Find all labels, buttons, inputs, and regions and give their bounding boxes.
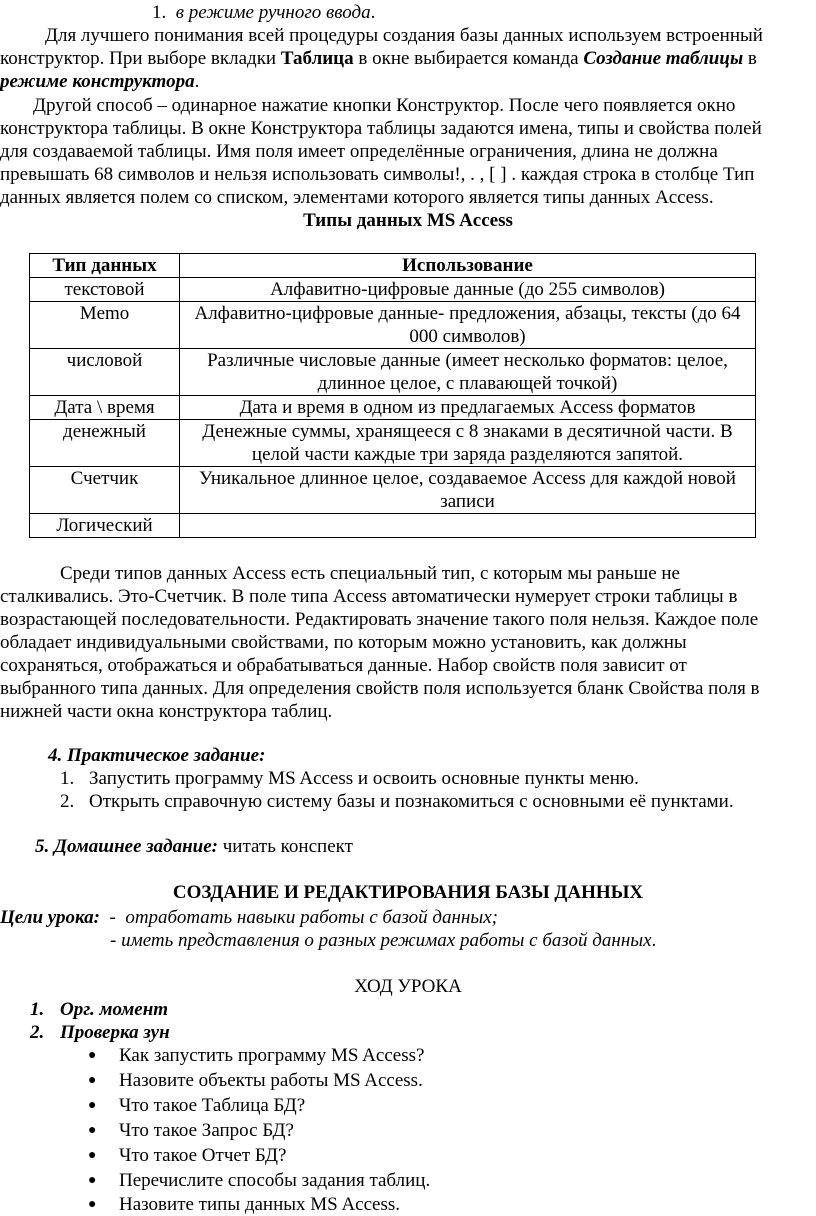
table-row [30, 467, 756, 514]
para1-line3 [0, 70, 199, 93]
bullet-icon: ● [88, 1197, 97, 1212]
practice-item-number: 2. [60, 791, 75, 812]
para1-text: . [194, 71, 200, 92]
lesson-progress-heading: ХОД УРОКА [354, 976, 462, 997]
step-number: 1. [30, 999, 45, 1020]
para3-line2: сталкивались. Это-Счетчик. В поле типа Access автоматически нумерует строки таблицы в [0, 586, 738, 607]
practice-item-number: 1. [60, 768, 75, 789]
para3-line7: нижней части окна конструктора таблиц. [0, 701, 333, 722]
term-table: Таблица [280, 48, 354, 69]
para1-text: в [743, 48, 757, 69]
cell-type: денежный [30, 420, 180, 467]
practice-item-text: Открыть справочную систему базы и познакомиться с основными её пунктами. [89, 791, 734, 812]
para3-line1: Среди типов данных Access есть специальный тип, с которым мы раньше не [60, 563, 680, 584]
para1-text: в окне выбирается команда [353, 48, 584, 69]
cell-usage: Уникальное длинное целое, создаваемое Access для каждой новой записи [180, 467, 756, 514]
practice-item-text: Запустить программу MS Access и освоить основные пункты меню. [89, 768, 639, 789]
question-item: Что такое Таблица БД? [119, 1095, 306, 1116]
para2-line4: превышать 68 символов и нельзя использовать символы!, . , [ ] . каждая строка в столбце Тип [0, 164, 755, 185]
para2-line3: для создаваемой таблицы. Имя поля имеет определённые ограничения, длина не должна [0, 141, 718, 162]
intro-item [152, 1, 375, 24]
step-text: Орг. момент [60, 999, 169, 1020]
lesson-title: СОЗДАНИЕ И РЕДАКТИРОВАНИЯ БАЗЫ ДАННЫХ [172, 882, 644, 903]
para3-line6: выбранного типа данных. Для определения свойств поля используется бланк Свойства поля в [0, 678, 760, 699]
data-types-table [29, 253, 756, 538]
cell-usage: Алфавитно-цифровые данные- предложения, абзацы, тексты (до 64 000 символов) [180, 302, 756, 349]
question-item: Что такое Запрос БД? [119, 1120, 294, 1141]
table-row [30, 396, 756, 420]
para1-line2 [0, 47, 757, 70]
cell-type: Счетчик [30, 467, 180, 514]
table-row [30, 349, 756, 396]
para1-line1: Для лучшего понимания всей процедуры создания базы данных используем встроенный [45, 25, 763, 46]
bullet-icon: ● [88, 1123, 97, 1138]
homework-text: читать конспект [217, 836, 353, 857]
cell-type: Memo [30, 302, 180, 349]
term-design-mode: режиме конструктора [0, 71, 195, 92]
cell-type: Логический [30, 514, 180, 538]
cell-type: текстовой [30, 278, 180, 302]
question-item: Назовите типы данных MS Access. [119, 1194, 401, 1215]
intro-item-number: 1. [152, 2, 167, 23]
table-row [30, 302, 756, 349]
bullet-icon: ● [88, 1148, 97, 1163]
intro-item-text: в режиме ручного ввода [175, 2, 371, 23]
cell-type: числовой [30, 349, 180, 396]
para3-line3: возрастающей последовательности. Редактировать значение такого поля нельзя. Каждое поле [0, 609, 759, 630]
table-row [30, 514, 756, 538]
table-caption: Типы данных MS Access [303, 210, 513, 231]
homework-label: 5. Домашнее задание: [35, 836, 218, 857]
question-item: Как запустить программу MS Access? [119, 1045, 425, 1066]
header-type: Тип данных [30, 254, 180, 278]
bullet-icon: ● [88, 1073, 97, 1088]
cell-usage: Алфавитно-цифровые данные (до 255 символов) [180, 278, 756, 302]
goal-2-suffix: . [651, 930, 657, 951]
term-create-table: Создание таблицы [583, 48, 744, 69]
cell-type: Дата \ время [30, 396, 180, 420]
header-usage: Использование [180, 254, 756, 278]
goals-line [0, 906, 498, 929]
bullet-icon: ● [88, 1048, 97, 1063]
cell-usage: Денежные суммы, хранящееся с 8 знаками в десятичной части. В целой части каждые три заряда разделяются запятой. [180, 420, 756, 467]
goal-2-line [110, 929, 656, 952]
para2-line5: данных является полем со списком, элементами которого является типы данных Access. [0, 187, 714, 208]
question-item: Что такое Отчет БД? [119, 1145, 287, 1166]
goals-label: Цели урока: [0, 907, 100, 928]
table-row [30, 278, 756, 302]
homework-line [35, 835, 353, 858]
para3-line5: сохраняться, отображаться и обрабатываться данные. Набор свойств поля зависит от [0, 655, 687, 676]
intro-item-suffix: . [370, 2, 376, 23]
para1-text: конструктор. При выборе вкладки [0, 48, 281, 69]
cell-usage: Различные числовые данные (имеет несколько форматов: целое, длинное целое, с плавающей точкой) [180, 349, 756, 396]
step-text: Проверка зун [60, 1022, 170, 1043]
table-row [30, 420, 756, 467]
question-item: Перечислите способы задания таблиц. [119, 1170, 431, 1191]
cell-usage: Дата и время в одном из предлагаемых Access форматов [180, 396, 756, 420]
goals-dash: - [99, 907, 126, 928]
para2-line2: конструктора таблицы. В окне Конструктора таблицы задаются имена, типы и свойства полей [0, 118, 762, 139]
step-number: 2. [30, 1022, 45, 1043]
practice-heading: 4. Практическое задание: [48, 745, 266, 766]
question-item: Назовите объекты работы MS Access. [119, 1070, 423, 1091]
bullet-icon: ● [88, 1173, 97, 1188]
goal-2: - иметь представления о разных режимах работы с базой данных [110, 930, 652, 951]
table-header-row [30, 254, 756, 278]
para2-line1: Другой способ – одинарное нажатие кнопки Конструктор. После чего появляется окно [33, 95, 736, 116]
bullet-icon: ● [88, 1098, 97, 1113]
para3-line4: обладает индивидуальными свойствами, по которым можно установить, как должны [0, 632, 687, 653]
cell-usage [180, 514, 756, 538]
goal-1: отработать навыки работы с базой данных; [125, 907, 498, 928]
